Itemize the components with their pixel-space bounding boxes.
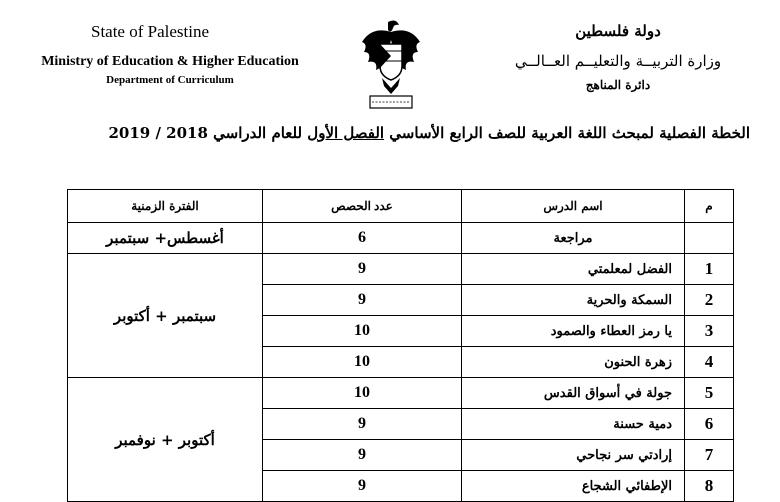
plan-title <box>30 124 750 142</box>
lesson-name: السمكة والحرية <box>462 285 685 316</box>
english-header <box>20 22 320 86</box>
row-num: 7 <box>685 440 734 471</box>
lesson-name: مراجعة <box>462 223 685 254</box>
plan-title-semester: الفصل الأول <box>307 124 385 142</box>
table-header-row <box>68 190 734 223</box>
header-num: م <box>685 190 734 223</box>
table-row <box>68 223 734 254</box>
lesson-count: 10 <box>263 378 462 409</box>
table-row <box>68 254 734 285</box>
lesson-name: الإطفائي الشجاع <box>462 471 685 502</box>
lesson-count: 9 <box>263 440 462 471</box>
plan-title-start: الخطة الفصلية لمبحث اللغة العربية للصف الرابع الأساسي <box>384 124 750 142</box>
header-period: الفترة الزمنية <box>68 190 263 223</box>
state-name-ar: دولة فلسطين <box>575 22 661 40</box>
row-num: 2 <box>685 285 734 316</box>
row-num: 5 <box>685 378 734 409</box>
lesson-name: يا رمز العطاء والصمود <box>462 316 685 347</box>
plan-title-year: للعام الدراسي 2018 / 2019 <box>108 124 308 142</box>
lesson-name: الفضل لمعلمتي <box>462 254 685 285</box>
row-num: 8 <box>685 471 734 502</box>
row-num: 3 <box>685 316 734 347</box>
row-num: 4 <box>685 347 734 378</box>
department-name-ar: دائرة المناهج <box>585 78 651 92</box>
lesson-count: 9 <box>263 254 462 285</box>
header-count: عدد الحصص <box>263 190 462 223</box>
arabic-header <box>478 22 758 92</box>
lesson-period: أغسطس+ سبتمبر <box>68 223 263 254</box>
semester-plan-table <box>67 189 734 502</box>
lesson-period: أكتوبر + نوفمبر <box>68 378 263 502</box>
lesson-count: 9 <box>263 471 462 502</box>
lesson-name: إرادتي سر نجاحي <box>462 440 685 471</box>
row-num: 6 <box>685 409 734 440</box>
row-num: 1 <box>685 254 734 285</box>
row-num <box>685 223 734 254</box>
department-name-en: Department of Curriculum <box>106 74 234 86</box>
lesson-count: 10 <box>263 316 462 347</box>
lesson-period: سبتمبر + أكتوبر <box>68 254 263 378</box>
ministry-name-en: Ministry of Education & Higher Education <box>41 54 299 69</box>
lesson-name: زهرة الحنون <box>462 347 685 378</box>
lesson-count: 9 <box>263 285 462 316</box>
lesson-count: 6 <box>263 223 462 254</box>
lesson-count: 10 <box>263 347 462 378</box>
table-row <box>68 378 734 409</box>
lesson-name: جولة في أسواق القدس <box>462 378 685 409</box>
ministry-name-ar: وزارة التربيــة والتعليــم العــالــي <box>514 52 722 70</box>
state-name-en: State of Palestine <box>90 22 210 41</box>
lesson-count: 9 <box>263 409 462 440</box>
palestinian-eagle-emblem-icon <box>358 16 424 114</box>
header-lesson: اسم الدرس <box>462 190 685 223</box>
lesson-name: دمية حسنة <box>462 409 685 440</box>
